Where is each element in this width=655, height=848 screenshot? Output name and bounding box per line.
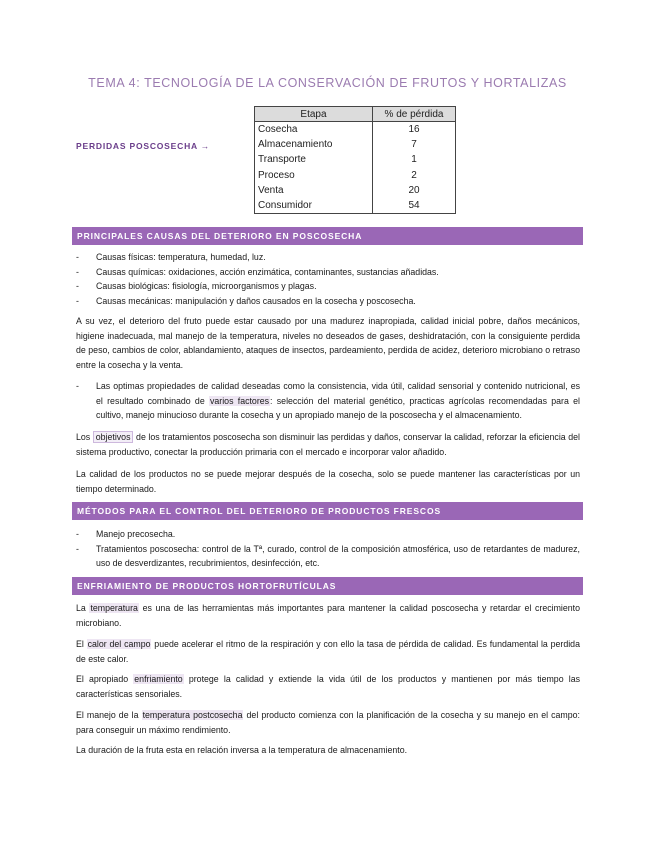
- stage-cell: Proceso: [255, 167, 373, 182]
- highlight-enfriamiento: enfriamiento: [134, 674, 183, 684]
- highlight-calor-del-campo: calor del campo: [87, 639, 151, 649]
- duration-paragraph: La duración de la fruta esta en relación inversa a la temperatura de almacenamiento.: [76, 745, 408, 755]
- section-heading-cooling: ENFRIAMIENTO DE PRODUCTOS HORTOFRUTÍCULAS: [72, 577, 583, 595]
- objectives-paragraph: [76, 430, 580, 459]
- quality-factors-list: [76, 379, 580, 423]
- postharvest-temperature-paragraph: [76, 708, 580, 737]
- temperature-paragraph: [76, 601, 580, 630]
- methods-list: [76, 527, 580, 571]
- text-fragment: Los: [76, 432, 93, 442]
- percent-cell: 20: [408, 184, 420, 196]
- text-fragment: puede acelerar el ritmo de la respiración y con ello la tasa de pérdida de calidad. Es fundamental la perdida de este calor.: [76, 639, 580, 664]
- stage-column-header: Etapa: [255, 107, 373, 122]
- text-fragment: de los tratamientos poscosecha son disminuir las perdidas y daños, conservar la calidad, reforzar la eficiencia del sistema productivo, conectar la producción primaria con el mercado e incorporar valor añadido.: [76, 432, 580, 457]
- cooling-paragraph: [76, 672, 580, 701]
- section-heading-methods: MÉTODOS PARA EL CONTROL DEL DETERIORO DE PRODUCTOS FRESCOS: [72, 502, 583, 520]
- table-row: [255, 122, 456, 137]
- text-fragment: El apropiado: [76, 674, 134, 684]
- percent-cell: 7: [411, 138, 417, 150]
- percent-cell: 1: [411, 154, 417, 166]
- list-item: - Manejo precosecha.: [76, 527, 580, 542]
- list-item: - Tratamientos poscosecha: control de la Tª, curado, control de la composición atmosférica, uso de retardantes de madurez, uso de desverdizantes, recubrimientos, desinfección, etc.: [76, 542, 580, 571]
- list-item: [76, 379, 580, 423]
- stage-cell: Cosecha: [255, 122, 373, 137]
- list-item: - Causas mecánicas: manipulación y daños causados en la cosecha y poscosecha.: [76, 294, 580, 309]
- page-title: TEMA 4: TECNOLOGÍA DE LA CONSERVACIÓN DE FRUTOS Y HORTALIZAS: [88, 76, 567, 90]
- stage-cell: Almacenamiento: [255, 137, 373, 152]
- text-fragment: Las optimas propiedades de calidad deseadas como la consistencia, vida útil, calidad sensorial y contenido nutricional, es el resultado combinado de: [96, 381, 580, 406]
- list-item: - Causas químicas: oxidaciones, acción enzimática, contaminantes, sustancias añadidas.: [76, 265, 580, 280]
- highlight-varios-factores: varios factores: [210, 395, 270, 406]
- percent-cell: 54: [408, 199, 420, 211]
- table-row: [255, 167, 456, 182]
- percent-cell: 16: [408, 123, 420, 135]
- section-heading-causes: PRINCIPALES CAUSAS DEL DETERIORO EN POSCOSECHA: [72, 227, 583, 245]
- percent-cell: 2: [411, 169, 417, 181]
- stage-cell: Consumidor: [255, 198, 373, 213]
- text-fragment: es una de las herramientas más importantes para mantener la calidad poscosecha y retardar el crecimiento microbiano.: [76, 603, 580, 628]
- percent-column-header: % de pérdida: [373, 107, 456, 122]
- table-row: [255, 198, 456, 213]
- table-header-row: [255, 107, 456, 122]
- quality-paragraph: La calidad de los productos no se puede mejorar después de la cosecha, solo se puede mantener las características por un tiempo determinado.: [76, 469, 580, 494]
- text-fragment: El manejo de la: [76, 710, 142, 720]
- text-fragment: del producto comienza con la planificación de la cosecha y su manejo en el campo: para conseguir un máximo rendimiento.: [76, 710, 580, 735]
- text-fragment: El: [76, 639, 87, 649]
- stage-cell: Transporte: [255, 152, 373, 167]
- losses-label: PERDIDAS POSCOSECHA →: [76, 141, 211, 151]
- field-heat-paragraph: [76, 637, 580, 666]
- text-fragment: : selección del material genético, practicas agrícolas recomendadas para el cultivo, manejo minucioso durante la cosecha y un apropiado manejo de la poscosecha y el almacenamiento.: [96, 395, 580, 421]
- table-row: [255, 152, 456, 167]
- text-fragment: protege la calidad y extiende la vida útil de los productos y mantienen por más tiempo las características sensoriales.: [76, 674, 580, 699]
- losses-table: [254, 106, 456, 214]
- text-fragment: La: [76, 603, 90, 613]
- table-row: [255, 137, 456, 152]
- highlight-objetivos: objetivos: [93, 431, 134, 443]
- list-item: - Causas biológicas: fisiología, microorganismos y plagas.: [76, 279, 580, 294]
- table-row: [255, 183, 456, 198]
- stage-cell: Venta: [255, 183, 373, 198]
- highlight-temperatura-postcosecha: temperatura postcosecha: [142, 710, 243, 720]
- highlight-temperatura: temperatura: [90, 603, 138, 613]
- causes-list: [76, 250, 580, 308]
- list-item: - Causas físicas: temperatura, humedad, luz.: [76, 250, 580, 265]
- deterioration-paragraph: A su vez, el deterioro del fruto puede estar causado por una madurez inapropiada, calidad inicial pobre, daños mecánicos, higiene inadecuada, mal manejo de la temperatura, niveles no deseados de gases, deshidratación, con la consiguiente perdida de peso, cambios de color, ablandamiento, ataques de insectos, pardeamiento, perdida de acidez, deterioro microbiano o retraso entre la cosecha y la venta.: [76, 316, 580, 370]
